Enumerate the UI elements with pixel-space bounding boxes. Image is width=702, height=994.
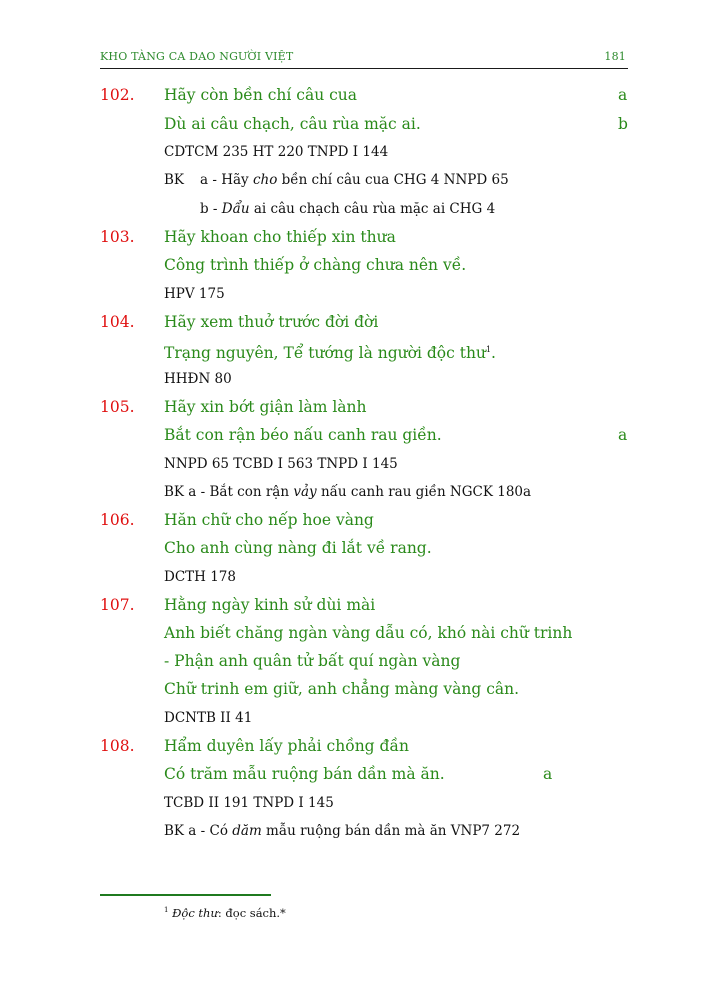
- verse-line: Hãy xin bớt giận làm lành: [164, 398, 367, 416]
- variant-mark: a: [618, 86, 628, 104]
- verse-line: Bắt con rận béo nấu canh rau giền.: [164, 426, 442, 444]
- bk-variant-a: a - Hãy cho bền chí câu cua CHG 4 NNPD 65: [200, 172, 509, 188]
- entry-number: 103.: [100, 228, 135, 246]
- verse-line: - Phận anh quân tử bất quí ngàn vàng: [164, 652, 461, 670]
- verse-line: Hằng ngày kinh sử dùi mài: [164, 596, 376, 614]
- bk-variant-a: BK a - Có dăm mẫu ruộng bán dần mà ăn VNP7 272: [164, 823, 521, 839]
- verse-line: Hãy còn bền chí câu cua: [164, 86, 358, 104]
- source-ref: DCNTB II 41: [164, 710, 253, 726]
- verse-line: Hãy khoan cho thiếp xin thưa: [164, 228, 396, 246]
- entry-number: 107.: [100, 596, 135, 614]
- running-header: [100, 50, 628, 69]
- page-number: 181: [604, 50, 626, 63]
- entry-number: 108.: [100, 737, 135, 755]
- footnote-text: : đọc sách.*: [217, 906, 286, 920]
- source-ref: DCTH 178: [164, 569, 236, 585]
- footnote-number: 1: [164, 906, 169, 915]
- source-ref: TCBD II 191 TNPD I 145: [164, 795, 334, 811]
- source-ref: CDTCM 235 HT 220 TNPD I 144: [164, 144, 389, 160]
- entry-number: 106.: [100, 511, 135, 529]
- entry-number: 102.: [100, 86, 135, 104]
- footnote: [164, 906, 286, 920]
- verse-line: Dù ai câu chạch, câu rùa mặc ai.: [164, 115, 421, 133]
- variant-mark: a: [543, 765, 553, 783]
- verse-line: Công trình thiếp ở chàng chưa nên về.: [164, 256, 467, 274]
- verse-line: Hẩm duyên lấy phải chồng đần: [164, 737, 409, 755]
- verse-line: Cho anh cùng nàng đi lắt về rang.: [164, 539, 432, 557]
- entry-number: 105.: [100, 398, 135, 416]
- bk-label: BK: [164, 172, 185, 188]
- variant-mark: b: [618, 115, 628, 133]
- verse-line: Có trăm mẫu ruộng bán dần mà ăn.: [164, 765, 445, 783]
- verse-line: Hăn chữ cho nếp hoe vàng: [164, 511, 374, 529]
- verse-line: Hãy xem thuở trước đời đời: [164, 313, 379, 331]
- bk-variant-a: BK a - Bắt con rận vảy nấu canh rau giền NGCK 180a: [164, 484, 532, 500]
- variant-mark: a: [618, 426, 628, 444]
- source-ref: HPV 175: [164, 286, 225, 302]
- bk-variant-b: b - Dẩu ai câu chạch câu rùa mặc ai CHG 4: [200, 201, 496, 217]
- book-title: KHO TÀNG CA DAO NGƯỜI VIỆT: [100, 50, 294, 63]
- entry-number: 104.: [100, 313, 135, 331]
- footnote-term: Độc thư: [172, 906, 218, 920]
- footnote-ref[interactable]: 1: [485, 345, 492, 354]
- verse-line: Chữ trinh em giữ, anh chẳng màng vàng cân.: [164, 680, 520, 698]
- source-ref: HHĐN 80: [164, 371, 232, 387]
- verse-line: Trạng nguyên, Tể tướng là người độc thư$^1$.: [164, 344, 496, 363]
- source-ref: NNPD 65 TCBD I 563 TNPD I 145: [164, 456, 398, 472]
- footnote-divider: [100, 894, 271, 896]
- verse-line: Anh biết chăng ngàn vàng dẫu có, khó nài chữ trinh: [164, 624, 573, 642]
